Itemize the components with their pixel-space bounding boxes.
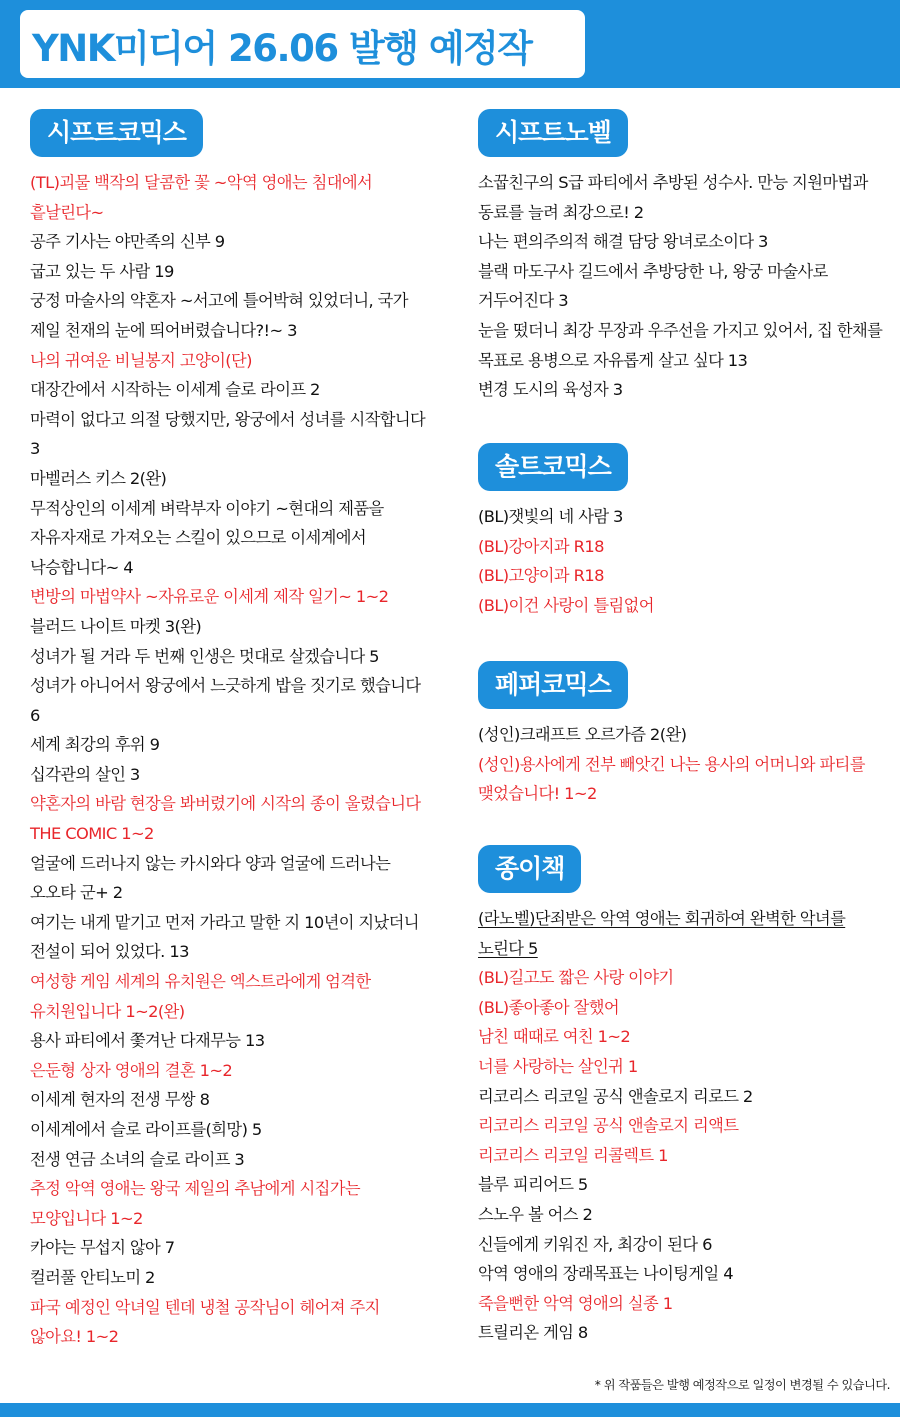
- list-item: 노린다 5: [478, 938, 538, 958]
- list-item: 굽고 있는 두 사람 19: [30, 261, 174, 281]
- list-item: 전생 연금 소녀의 슬로 라이프 3: [30, 1149, 245, 1169]
- list-item: 트릴리온 게임 8: [478, 1323, 588, 1343]
- list-item: (BL)길고도 짧은 사랑 이야기: [478, 968, 674, 988]
- list-item: 전설이 되어 있었다. 13: [30, 942, 189, 962]
- section-title: 시프트노벨: [478, 109, 628, 157]
- list-item: (BL)잿빛의 네 사람 3: [478, 507, 623, 526]
- list-item: 목표로 용병으로 자유롭게 살고 싶다 13: [478, 350, 748, 370]
- item-list: [478, 168, 893, 405]
- footer-bar: [0, 1403, 900, 1417]
- list-item: 블루 피리어드 5: [478, 1175, 588, 1195]
- section-pepper-comics: [478, 661, 893, 809]
- list-item: 악역 영애의 장래목표는 나이팅게일 4: [478, 1264, 733, 1284]
- list-item: 성녀가 아니어서 왕궁에서 느긋하게 밥을 짓기로 했습니다: [30, 676, 421, 696]
- list-item: 궁정 마술사의 약혼자 ~서고에 틀어박혀 있었더니, 국가: [30, 291, 408, 311]
- list-item: 눈을 떴더니 최강 무장과 우주선을 가지고 있어서, 집 한채를: [478, 320, 883, 340]
- list-item: 리코리스 리코일 공식 앤솔로지 리로드 2: [478, 1086, 753, 1106]
- list-item: 거두어진다 3: [478, 291, 568, 311]
- list-item: 6: [30, 705, 40, 725]
- list-item: 나는 편의주의적 해결 담당 왕녀로소이다 3: [478, 232, 768, 252]
- list-item: 3: [30, 439, 40, 459]
- section-title: 종이책: [478, 845, 581, 893]
- list-item: 컬러풀 안티노미 2: [30, 1267, 155, 1287]
- section-salt-comics: [478, 443, 893, 620]
- section-title: 시프트코믹스: [30, 109, 203, 157]
- list-item: 유치원입니다 1~2(완): [30, 1001, 185, 1021]
- list-item: 맺었습니다! 1~2: [478, 784, 597, 804]
- section-paper-books: [478, 845, 893, 1348]
- list-item: 제일 천재의 눈에 띄어버렸습니다?!~ 3: [30, 320, 297, 340]
- list-item: 자유자재로 가져오는 스킬이 있으므로 이세계에서: [30, 528, 366, 548]
- page-title: YNK미디어 26.06 발행 예정작: [32, 27, 532, 70]
- list-item: (라노벨)단죄받은 악역 영애는 회귀하여 완벽한 악녀를: [478, 909, 846, 928]
- list-item: 약혼자의 바람 현장을 봐버렸기에 시작의 종이 울렸습니다: [30, 794, 421, 814]
- item-list: [478, 904, 893, 1348]
- list-item: 블러드 나이트 마켓 3(완): [30, 616, 202, 636]
- list-item: 리코리스 리코일 리콜렉트 1: [478, 1145, 668, 1165]
- list-item: 대장간에서 시작하는 이세계 슬로 라이프 2: [30, 380, 320, 400]
- list-item: 나의 귀여운 비닐봉지 고양이(단): [30, 350, 252, 370]
- section-shift-novel: [478, 109, 893, 405]
- list-item: 이세계에서 슬로 라이프를(희망) 5: [30, 1120, 262, 1139]
- item-list: [478, 502, 893, 620]
- item-list: [478, 720, 893, 809]
- list-item: 마벨러스 키스 2(완): [30, 468, 167, 488]
- list-item: (BL)좋아좋아 잘했어: [478, 997, 620, 1017]
- footer-note: * 위 작품들은 발행 예정작으로 일정이 변경될 수 있습니다.: [594, 1378, 890, 1392]
- list-item: 십각관의 살인 3: [30, 764, 140, 784]
- list-item: 세계 최강의 후위 9: [30, 735, 160, 755]
- list-item: 마력이 없다고 의절 당했지만, 왕궁에서 성녀를 시작합니다: [30, 409, 426, 429]
- list-item: (BL)고양이과 R18: [478, 566, 604, 586]
- list-item: 공주 기사는 야만족의 신부 9: [30, 232, 225, 252]
- section-title: 페퍼코믹스: [478, 661, 628, 709]
- list-item: (TL)괴물 백작의 달콤한 꽃 ~악역 영애는 침대에서: [30, 173, 373, 192]
- list-item: 너를 사랑하는 살인귀 1: [478, 1056, 638, 1076]
- list-item: 변방의 마법약사 ~자유로운 이세계 제작 일기~ 1~2: [30, 587, 389, 607]
- list-item: 동료를 늘려 최강으로! 2: [478, 202, 644, 222]
- list-item: 낙승합니다~ 4: [30, 557, 134, 577]
- list-item: (BL)강아지과 R18: [478, 536, 604, 556]
- item-list: [30, 168, 450, 1352]
- list-item: 남친 때때로 여친 1~2: [478, 1027, 631, 1047]
- list-item: (성인)크래프트 오르가즘 2(완): [478, 725, 687, 744]
- list-item: 않아요! 1~2: [30, 1327, 119, 1347]
- list-item: (BL)이건 사랑이 틀림없어: [478, 595, 654, 615]
- list-item: 죽을뻔한 악역 영애의 실종 1: [478, 1293, 673, 1313]
- list-item: 흩날린다~: [30, 202, 104, 222]
- list-item: 얼굴에 드러나지 않는 카시와다 양과 얼굴에 드러나는: [30, 853, 391, 873]
- list-item: 성녀가 될 거라 두 번째 인생은 멋대로 살겠습니다 5: [30, 646, 379, 666]
- list-item: 블랙 마도구사 길드에서 추방당한 나, 왕궁 마술사로: [478, 261, 828, 281]
- list-item: 은둔형 상자 영애의 결혼 1~2: [30, 1060, 233, 1080]
- list-item: 여기는 내게 맡기고 먼저 가라고 말한 지 10년이 지났더니: [30, 912, 419, 932]
- list-item: 무적상인의 이세계 벼락부자 이야기 ~현대의 제품을: [30, 498, 384, 518]
- list-item: 스노우 볼 어스 2: [478, 1204, 593, 1224]
- list-item: 리코리스 리코일 공식 앤솔로지 리액트: [478, 1116, 739, 1136]
- list-item: 파국 예정인 악녀일 텐데 냉철 공작님이 헤어져 주지: [30, 1297, 380, 1317]
- list-item: 오오타 군+ 2: [30, 883, 123, 903]
- list-item: (성인)용사에게 전부 빼앗긴 나는 용사의 어머니와 파티를: [478, 754, 865, 774]
- list-item: 소꿉친구의 S급 파티에서 추방된 성수사. 만능 지원마법과: [478, 173, 868, 192]
- list-item: 여성향 게임 세계의 유치원은 엑스트라에게 엄격한: [30, 972, 371, 992]
- list-item: 모양입니다 1~2: [30, 1208, 143, 1228]
- list-item: 추정 악역 영애는 왕국 제일의 추남에게 시집가는: [30, 1179, 361, 1199]
- section-shift-comics: [30, 109, 450, 1352]
- list-item: 카야는 무섭지 않아 7: [30, 1238, 175, 1258]
- list-item: 신들에게 키워진 자, 최강이 된다 6: [478, 1234, 712, 1254]
- list-item: 이세계 현자의 전생 무쌍 8: [30, 1090, 210, 1110]
- list-item: 용사 파티에서 쫓겨난 다재무능 13: [30, 1031, 265, 1051]
- list-item: 변경 도시의 육성자 3: [478, 380, 623, 400]
- list-item: THE COMIC 1~2: [30, 824, 154, 844]
- section-title: 솔트코믹스: [478, 443, 628, 491]
